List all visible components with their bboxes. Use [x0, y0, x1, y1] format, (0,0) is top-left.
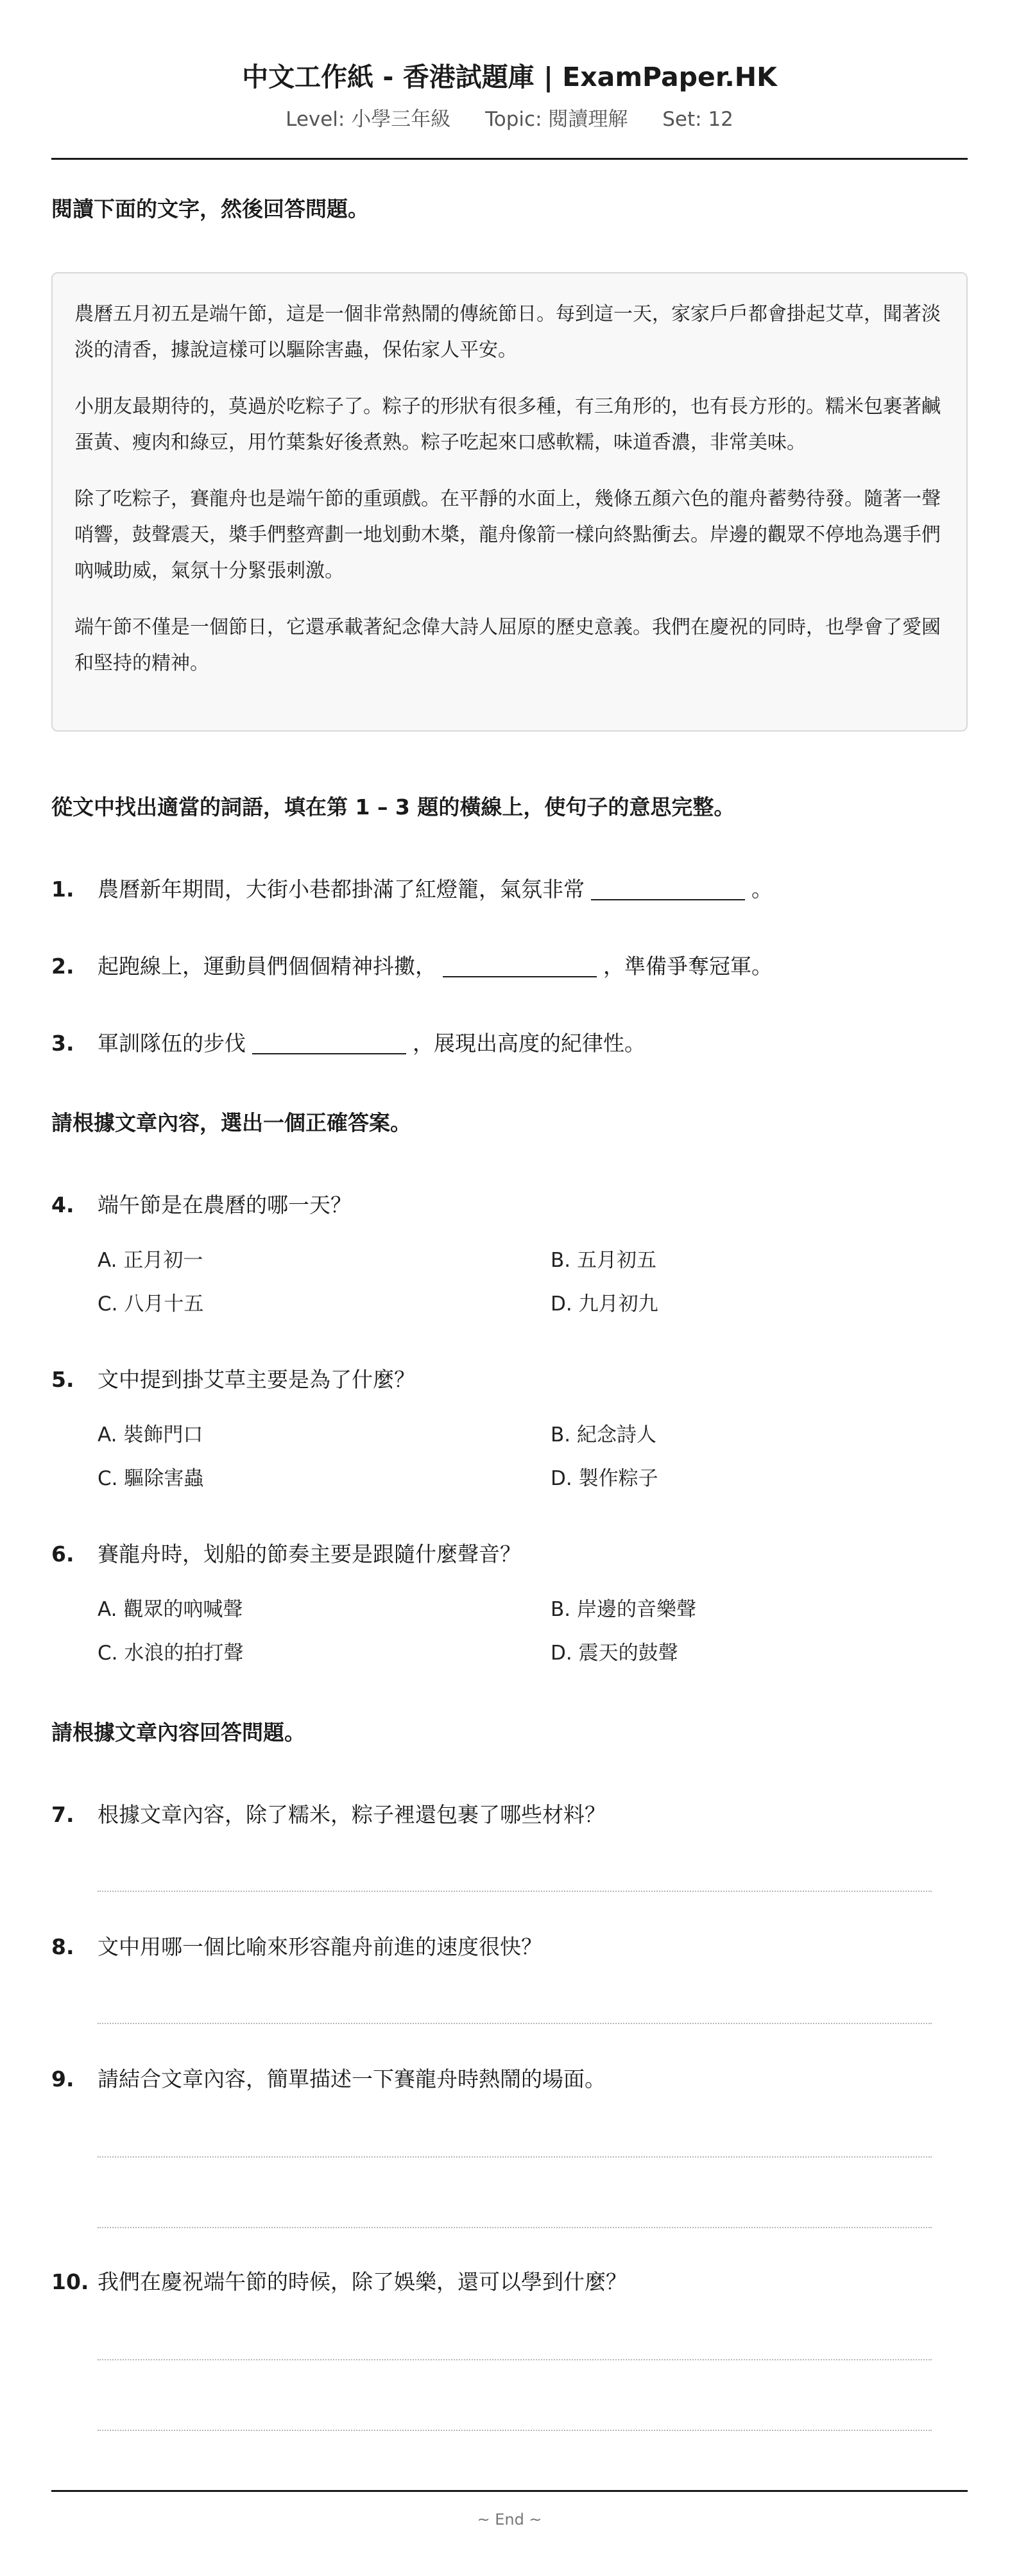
- question-number: 10.: [51, 2269, 89, 2294]
- question-number: 4.: [51, 1192, 74, 1217]
- option-a[interactable]: A. 正月初一: [98, 1249, 203, 1272]
- option-a[interactable]: A. 觀眾的吶喊聲: [98, 1598, 243, 1621]
- reading-instruction: 閱讀下面的文字，然後回答問題。: [51, 196, 369, 221]
- passage-paragraph: 除了吃粽子，賽龍舟也是端午節的重頭戲。在平靜的水面上，幾條五顏六色的龍舟蓄勢待發。隨著一聲哨響，鼓聲震天，槳手們整齊劃一地划動木槳，龍舟像箭一樣向終點衝去。岸邊的觀眾不停地為選手們吶喊助威，氣氛十分緊張刺激。: [74, 488, 941, 582]
- question-text: 農曆新年期間，大街小巷都掛滿了紅燈籠，氣氛非常: [98, 877, 585, 902]
- option-a[interactable]: A. 裝飾門口: [98, 1423, 203, 1447]
- end-marker: ~ End ~: [477, 2511, 542, 2529]
- worksheet-page: [51, 0, 968, 2576]
- passage-paragraph: 農曆五月初五是端午節，這是一個非常熱鬧的傳統節日。每到這一天，家家戶戶都會掛起艾草，聞著淡淡的清香，據說這樣可以驅除害蟲，保佑家人平安。: [74, 303, 941, 361]
- option-d[interactable]: D. 震天的鼓聲: [551, 1642, 678, 1665]
- question-text: 根據文章內容，除了糯米，粽子裡還包裹了哪些材料？: [98, 1802, 606, 1827]
- answer-line[interactable]: [98, 2430, 932, 2431]
- question-text: 請結合文章內容，簡單描述一下賽龍舟時熱鬧的場面。: [98, 2066, 606, 2091]
- footer-divider: [51, 2490, 968, 2492]
- worksheet-header: [51, 59, 968, 132]
- question-number: 3.: [51, 1031, 74, 1056]
- passage-paragraph: 端午節不僅是一個節日，它還承載著紀念偉大詩人屈原的歷史意義。我們在慶祝的同時，也學會了愛國和堅持的精神。: [74, 616, 941, 674]
- answer-line[interactable]: [98, 2359, 932, 2360]
- question-text: 文中用哪一個比喻來形容龍舟前進的速度很快？: [98, 1934, 542, 1959]
- question-number: 5.: [51, 1367, 74, 1392]
- question-number: 7.: [51, 1802, 74, 1827]
- answer-blank[interactable]: [591, 877, 745, 900]
- option-c[interactable]: C. 水浪的拍打聲: [98, 1642, 244, 1665]
- answer-line[interactable]: [98, 1891, 932, 1892]
- question-text: 文中提到掛艾草主要是為了什麼？: [98, 1367, 415, 1392]
- answer-blank[interactable]: [443, 954, 597, 977]
- header-divider: [51, 158, 968, 160]
- worksheet-meta: [51, 107, 968, 132]
- question-text: 端午節是在農曆的哪一天？: [98, 1192, 352, 1217]
- answer-line[interactable]: [98, 2156, 932, 2158]
- option-b[interactable]: B. 紀念詩人: [551, 1423, 656, 1447]
- option-b[interactable]: B. 岸邊的音樂聲: [551, 1598, 696, 1621]
- option-c[interactable]: C. 八月十五: [98, 1292, 204, 1316]
- topic-label: Topic: 閱讀理解: [485, 108, 628, 131]
- question-number: 1.: [51, 877, 74, 902]
- answer-line[interactable]: [98, 2023, 932, 2024]
- set-label: Set: 12: [662, 108, 733, 131]
- question-number: 9.: [51, 2066, 74, 2091]
- mc-instruction: 請根據文章內容，選出一個正確答案。: [51, 1110, 411, 1135]
- question-text: 賽龍舟時，划船的節奏主要是跟隨什麼聲音？: [98, 1541, 521, 1567]
- question-number: 8.: [51, 1934, 74, 1959]
- option-d[interactable]: D. 製作粽子: [551, 1467, 658, 1490]
- question-text-end: ，準備爭奪冠軍。: [603, 954, 773, 979]
- question-number: 6.: [51, 1541, 74, 1567]
- passage-paragraph: 小朋友最期待的，莫過於吃粽子了。粽子的形狀有很多種，有三角形的，也有長方形的。糯米包裹著鹹蛋黃、瘦肉和綠豆，用竹葉紮好後煮熟。粽子吃起來口感軟糯，味道香濃，非常美味。: [74, 395, 941, 454]
- fill-instruction: 從文中找出適當的詞語，填在第 1 – 3 題的橫線上，使句子的意思完整。: [51, 794, 735, 820]
- option-d[interactable]: D. 九月初九: [551, 1292, 658, 1316]
- option-c[interactable]: C. 驅除害蟲: [98, 1467, 204, 1490]
- question-text-end: 。: [751, 877, 773, 902]
- level-label: Level: 小學三年級: [286, 108, 451, 131]
- reading-passage: [51, 272, 968, 732]
- question-text: 我們在慶祝端午節的時候，除了娛樂，還可以學到什麼？: [98, 2269, 627, 2294]
- worksheet-title: 中文工作紙 - 香港試題庫 | ExamPaper.HK: [242, 62, 777, 92]
- question-text-end: ，展現出高度的紀律性。: [413, 1031, 646, 1056]
- answer-blank[interactable]: [252, 1031, 406, 1054]
- question-text: 軍訓隊伍的步伐: [98, 1031, 246, 1056]
- answer-line[interactable]: [98, 2227, 932, 2228]
- open-instruction: 請根據文章內容回答問題。: [51, 1720, 305, 1745]
- question-text: 起跑線上，運動員們個個精神抖擻，: [98, 954, 436, 979]
- option-b[interactable]: B. 五月初五: [551, 1249, 656, 1272]
- question-number: 2.: [51, 954, 74, 979]
